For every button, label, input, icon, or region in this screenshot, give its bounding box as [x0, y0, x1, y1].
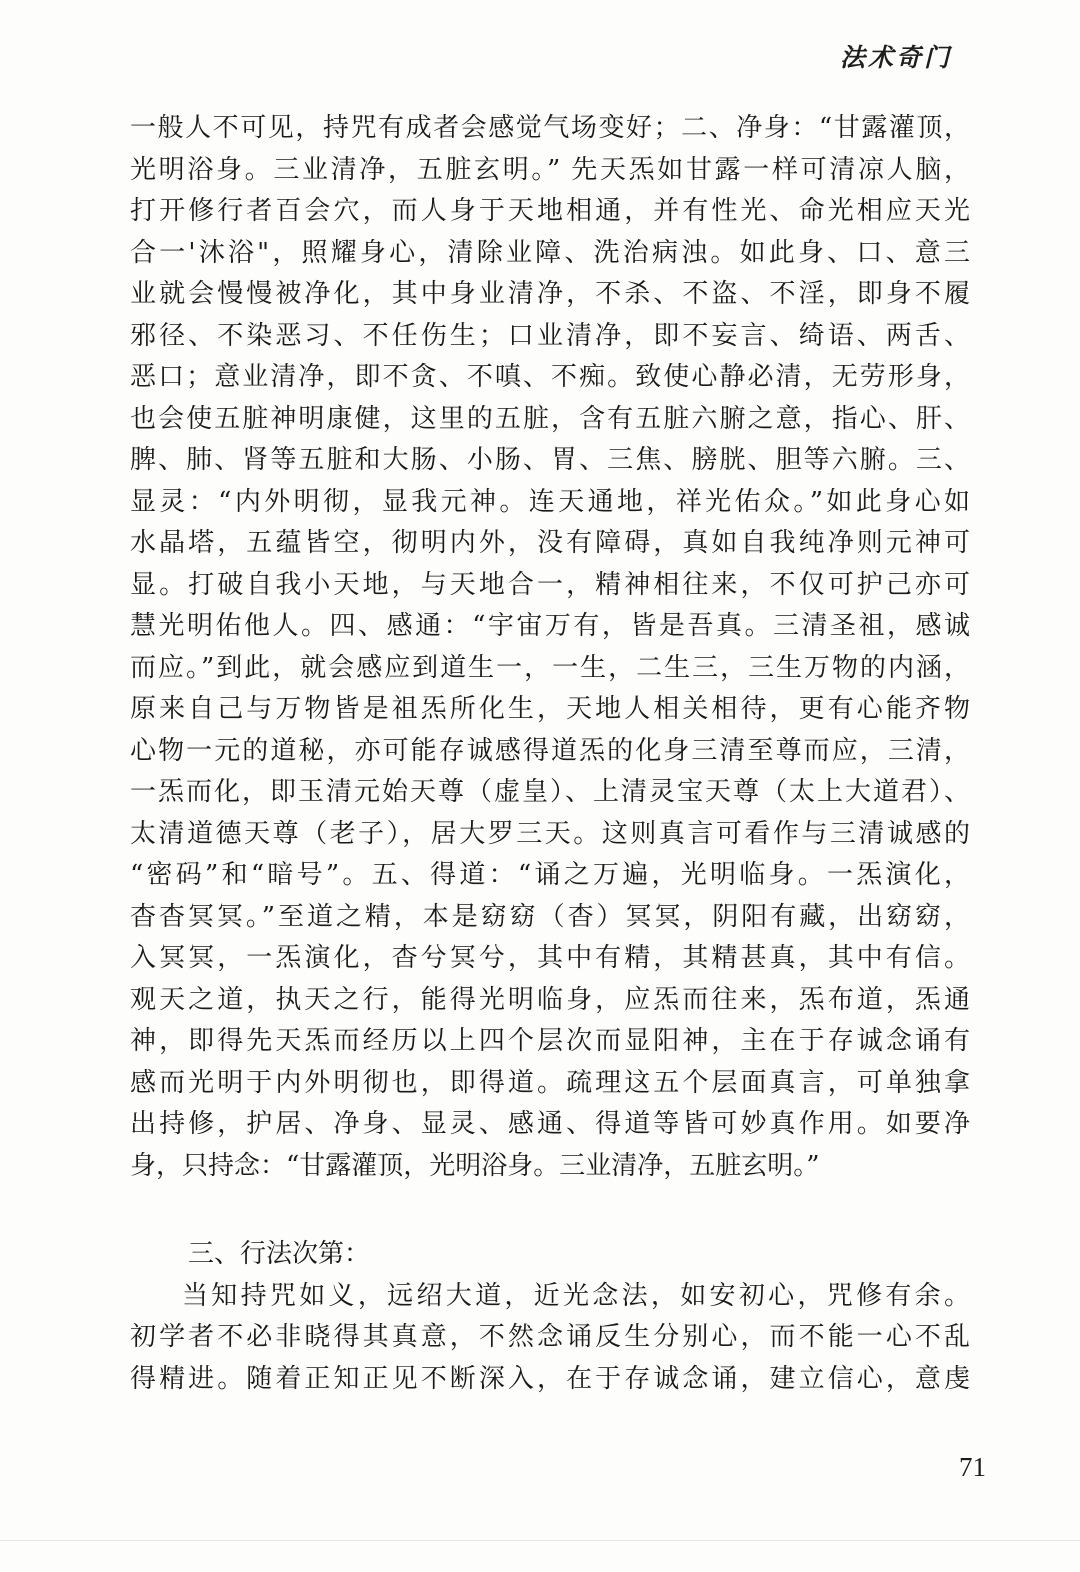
- text-line: 得精进。随着正知正见不断深入，在于存诚念诵，建立信心，意虔: [130, 1363, 970, 1394]
- text-line: “密码”和“暗号”。五、得道：“诵之万遍，光明临身。一炁演化，: [130, 860, 970, 890]
- page-number: 71: [959, 1452, 986, 1482]
- running-header-title: 法术奇门: [839, 43, 952, 72]
- text-line: 身，只持念：“甘露灌顶，光明浴身。三业清净，五脏玄明。”: [130, 1150, 820, 1181]
- text-line: 邪径、不染恶习、不任伤生；口业清净，即不妄言、绮语、两舌、: [130, 320, 970, 351]
- body-paragraph: [130, 108, 970, 1187]
- text-line: 一般人不可见，持咒有成者会感觉气场变好；二、净身：“甘露灌顶，: [130, 113, 970, 143]
- text-line: 观天之道，执天之行，能得光明临身，应炁而往来，炁布道，炁通: [130, 984, 970, 1015]
- text-line: 显。打破自我小天地，与天地合一，精神相往来，不仅可护己亦可: [130, 569, 970, 600]
- text-line: 入冥冥，一炁演化，杳兮冥兮，其中有精，其精甚真，其中有信。: [130, 943, 970, 973]
- text-line: 杳杳冥冥。”至道之精，本是窈窈（杳）冥冥，阴阳有藏，出窈窈，: [130, 901, 970, 932]
- text-line: 原来自己与万物皆是祖炁所化生，天地人相关相待，更有心能齐物: [130, 694, 970, 724]
- text-line: 初学者不必非晓得其真意，不然念诵反生分别心，而不能一心不乱: [130, 1322, 970, 1352]
- text-line: 脾、肺、肾等五脏和大肠、小肠、胃、三焦、膀胱、胆等六腑。三、: [130, 445, 970, 475]
- text-line: 神，即得先天炁而经历以上四个层次而显阳神，主在于存诚念诵有: [130, 1026, 970, 1056]
- text-line: 恶口；意业清净，即不贪、不嗔、不痴。致使心静必清，无劳形身，: [130, 362, 970, 392]
- text-line: 水晶塔，五蕴皆空，彻明内外，没有障碍，真如自我纯净则元神可: [130, 528, 970, 558]
- text-line: 光明浴身。三业清净，五脏玄明。” 先天炁如甘露一样可清凉人脑，: [130, 154, 970, 185]
- text-line: 出持修，护居、净身、显灵、感通、得道等皆可妙真作用。如要净: [130, 1109, 970, 1139]
- text-line: 心物一元的道秘，亦可能存诚感得道炁的化身三清至尊而应，三清，: [130, 735, 970, 766]
- text-line: 感而光明于内外明彻也，即得道。疏理这五个层面真言，可单独拿: [130, 1067, 970, 1098]
- text-line: 太清道德天尊（老子），居大罗三天。这则真言可看作与三清诚感的: [130, 818, 970, 849]
- section-heading: 三、行法次第：: [188, 1239, 371, 1269]
- text-line: 一炁而化，即玉清元始天尊（虚皇）、上清灵宝天尊（太上大道君）、: [130, 777, 970, 807]
- text-line: 也会使五脏神明康健，这里的五脏，含有五脏六腑之意，指心、肝、: [130, 403, 970, 434]
- text-line: 当知持咒如义，远绍大道，近光念法，如安初心，咒修有余。: [182, 1280, 970, 1311]
- text-line: 慧光明佑他人。四、感通：“宇宙万有，皆是吾真。三清圣祖，感诚: [130, 611, 970, 641]
- text-line: 打开修行者百会穴，而人身于天地相通，并有性光、命光相应天光: [130, 196, 970, 226]
- text-line: 显灵：“内外明彻，显我元神。连天通地，祥光佑众。”如此身心如: [130, 486, 970, 517]
- text-line: 业就会慢慢被净化，其中身业清净，不杀、不盗、不淫，即身不履: [130, 279, 970, 309]
- text-line: 合一'沐浴"，照耀身心，清除业障、洗治病浊。如此身、口、意三: [130, 237, 970, 268]
- page-bottom-divider: [0, 1540, 1080, 1541]
- text-line: 而应。”到此，就会感应到道生一，一生，二生三，三生万物的内涵，: [130, 652, 970, 683]
- section-practice-order: [130, 1234, 970, 1400]
